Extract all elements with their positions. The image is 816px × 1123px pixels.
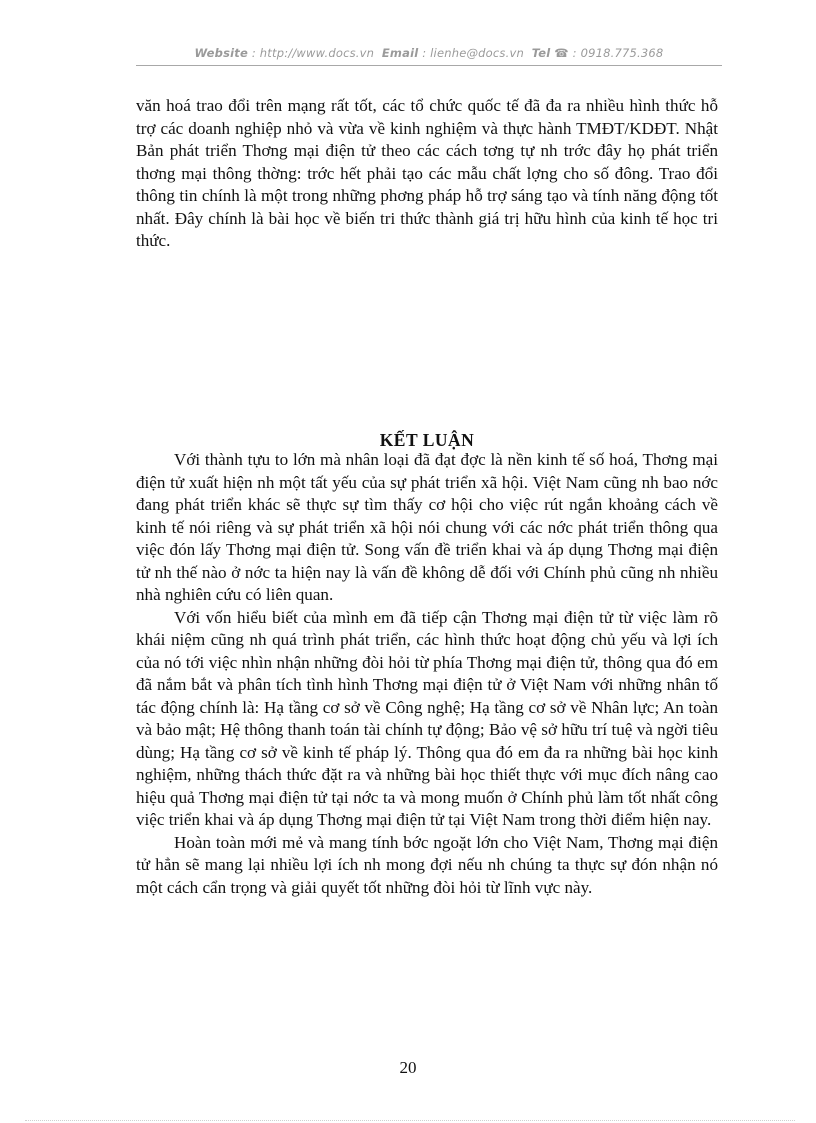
website-value: : http://www.docs.vn — [251, 46, 375, 60]
website-label: Website — [194, 46, 248, 60]
conclusion-paragraph-3: Hoàn toàn mới mẻ và mang tính bớc ngoặt lớn cho Việt Nam, Thơng mại điện tử hẳn sẽ mang lại nhiều lợi ích nh mong đợi nếu nh chúng ta thực sự đón nhận nó một cách cẩn trọng và giải quyết tốt những đòi hỏi từ lĩnh vực này. — [136, 832, 718, 897]
footer-divider — [25, 1120, 795, 1121]
email-value: : lienhe@docs.vn — [422, 46, 524, 60]
page-number: 20 — [399, 1058, 417, 1077]
conclusion-body — [136, 449, 718, 899]
intro-paragraph: văn hoá trao đổi trên mạng rất tốt, các tổ chức quốc tế đã đa ra nhiều hình thức hỗ trợ các doanh nghiệp nhỏ và vừa về kinh nghiệm và thực hành TMĐT/KDĐT. Nhật Bản phát triển Thơng mại điện tử theo các cách tơng tự nh trớc đây họ phát triển thơng mại thông thờng: trớc hết phải tạo các mẫu chất lợng cho số đông. Trao đổi thông tin chính là một trong những phơng pháp hỗ trợ sáng tạo và tính năng động tốt nhất. Đây chính là bài học về biến tri thức thành giá trị hữu hình của kinh tế học tri thức. — [136, 96, 718, 250]
section-title: KẾT LUẬN — [379, 430, 475, 450]
tel-label: Tel — [531, 46, 551, 60]
header-divider — [136, 65, 722, 66]
conclusion-paragraph-2: Với vốn hiểu biết của mình em đã tiếp cận Thơng mại điện tử từ việc làm rõ khái niệm cũng nh quá trình phát triển, các hình thức hoạt động chủ yếu và lợi ích của nó tới việc nhìn nhận những đòi hỏi từ phía Thơng mại điện tử, thông qua đó em đã nắm bắt và phân tích tình hình Thơng mại điện tử ở Việt Nam với những nhân tố tác động chính là: Hạ tầng cơ sở về Công nghệ; Hạ tầng cơ sở về Nhân lực; An toàn và bảo mật; Hệ thông thanh toán tài chính tự động; Bảo vệ sở hữu trí tuệ và ngời tiêu dùng; Hạ tầng cơ sở về kinh tế pháp lý. Thông qua đó em đa ra những bài học kinh nghiệm, những thách thức đặt ra và những bài học thiết thực với mục đích nâng cao hiệu quả Thơng mại điện tử tại nớc ta và mong muốn ở Chính phủ làm tốt nhất công việc triển khai và áp dụng Thơng mại điện tử tại Việt Nam trong thời điểm hiện nay. — [136, 607, 718, 829]
page-header — [136, 46, 722, 60]
tel-value: ☎ : 0918.775.368 — [554, 46, 664, 60]
email-label: Email — [381, 46, 419, 60]
conclusion-paragraph-1: Với thành tựu to lớn mà nhân loại đã đạt đợc là nền kinh tế số hoá, Thơng mại điện tử xuất hiện nh một tất yếu của sự phát triển xã hội. Việt Nam cũng nh bao nớc đang phát triển khác sẽ thực sự tìm thấy cơ hội cho việc rút ngắn khoảng cách về kinh tế nói riêng và sự phát triển xã hội nói chung với các nớc phát triển thông qua việc đón lấy Thơng mại điện tử. Song vấn đề triển khai và áp dụng Thơng mại điện tử nh thế nào ở nớc ta hiện nay là vấn đề không dễ đối với Chính phủ cũng nh nhiều nhà nghiên cứu có liên quan. — [136, 450, 718, 604]
